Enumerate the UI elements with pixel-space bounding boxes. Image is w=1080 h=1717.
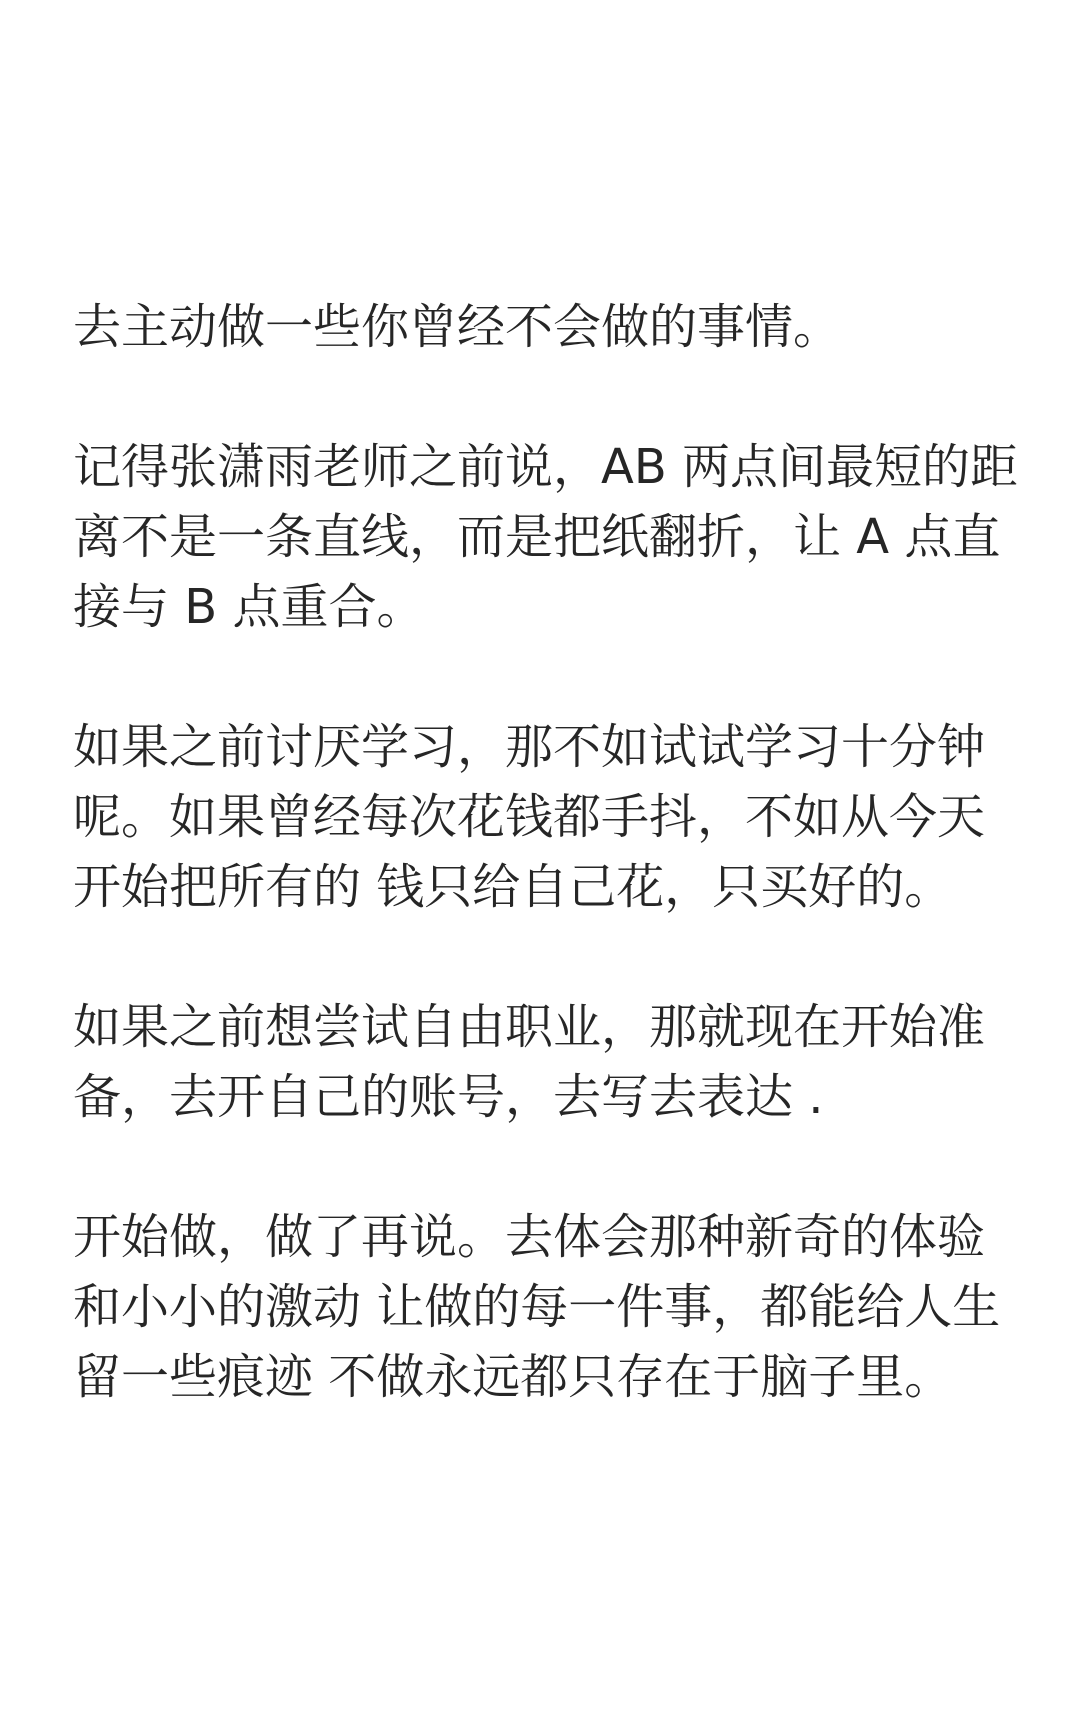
text-line: 留一些痕迹 不做永远都只存在于脑子里。 xyxy=(73,1349,953,1405)
text-line: 如果之前讨厌学习，那不如试试学习十分钟 xyxy=(73,719,986,775)
article-body xyxy=(73,292,1033,1482)
paragraph xyxy=(73,992,1033,1132)
text-line: 备，去开自己的账号，去写去表达 . xyxy=(73,1069,824,1125)
paragraph xyxy=(73,292,1033,362)
paragraph xyxy=(73,1202,1033,1412)
text-line: 记得张潇雨老师之前说，AB 两点间最短的距 xyxy=(73,439,1019,495)
paragraph xyxy=(73,712,1033,922)
text-line: 开始做，做了再说。去体会那种新奇的体验 xyxy=(73,1209,986,1265)
paragraph xyxy=(73,432,1033,642)
text-line: 开始把所有的 钱只给自己花，只买好的。 xyxy=(73,859,953,915)
text-line: 去主动做一些你曾经不会做的事情。 xyxy=(73,299,842,355)
text-line: 呢。如果曾经每次花钱都手抖，不如从今天 xyxy=(73,789,986,845)
text-line: 离不是一条直线，而是把纸翻折，让 A 点直 xyxy=(73,509,1001,565)
text-line: 接与 B 点重合。 xyxy=(73,579,425,635)
text-line: 和小小的激动 让做的每一件事，都能给人生 xyxy=(73,1279,1001,1335)
text-line: 如果之前想尝试自由职业，那就现在开始准 xyxy=(73,999,986,1055)
